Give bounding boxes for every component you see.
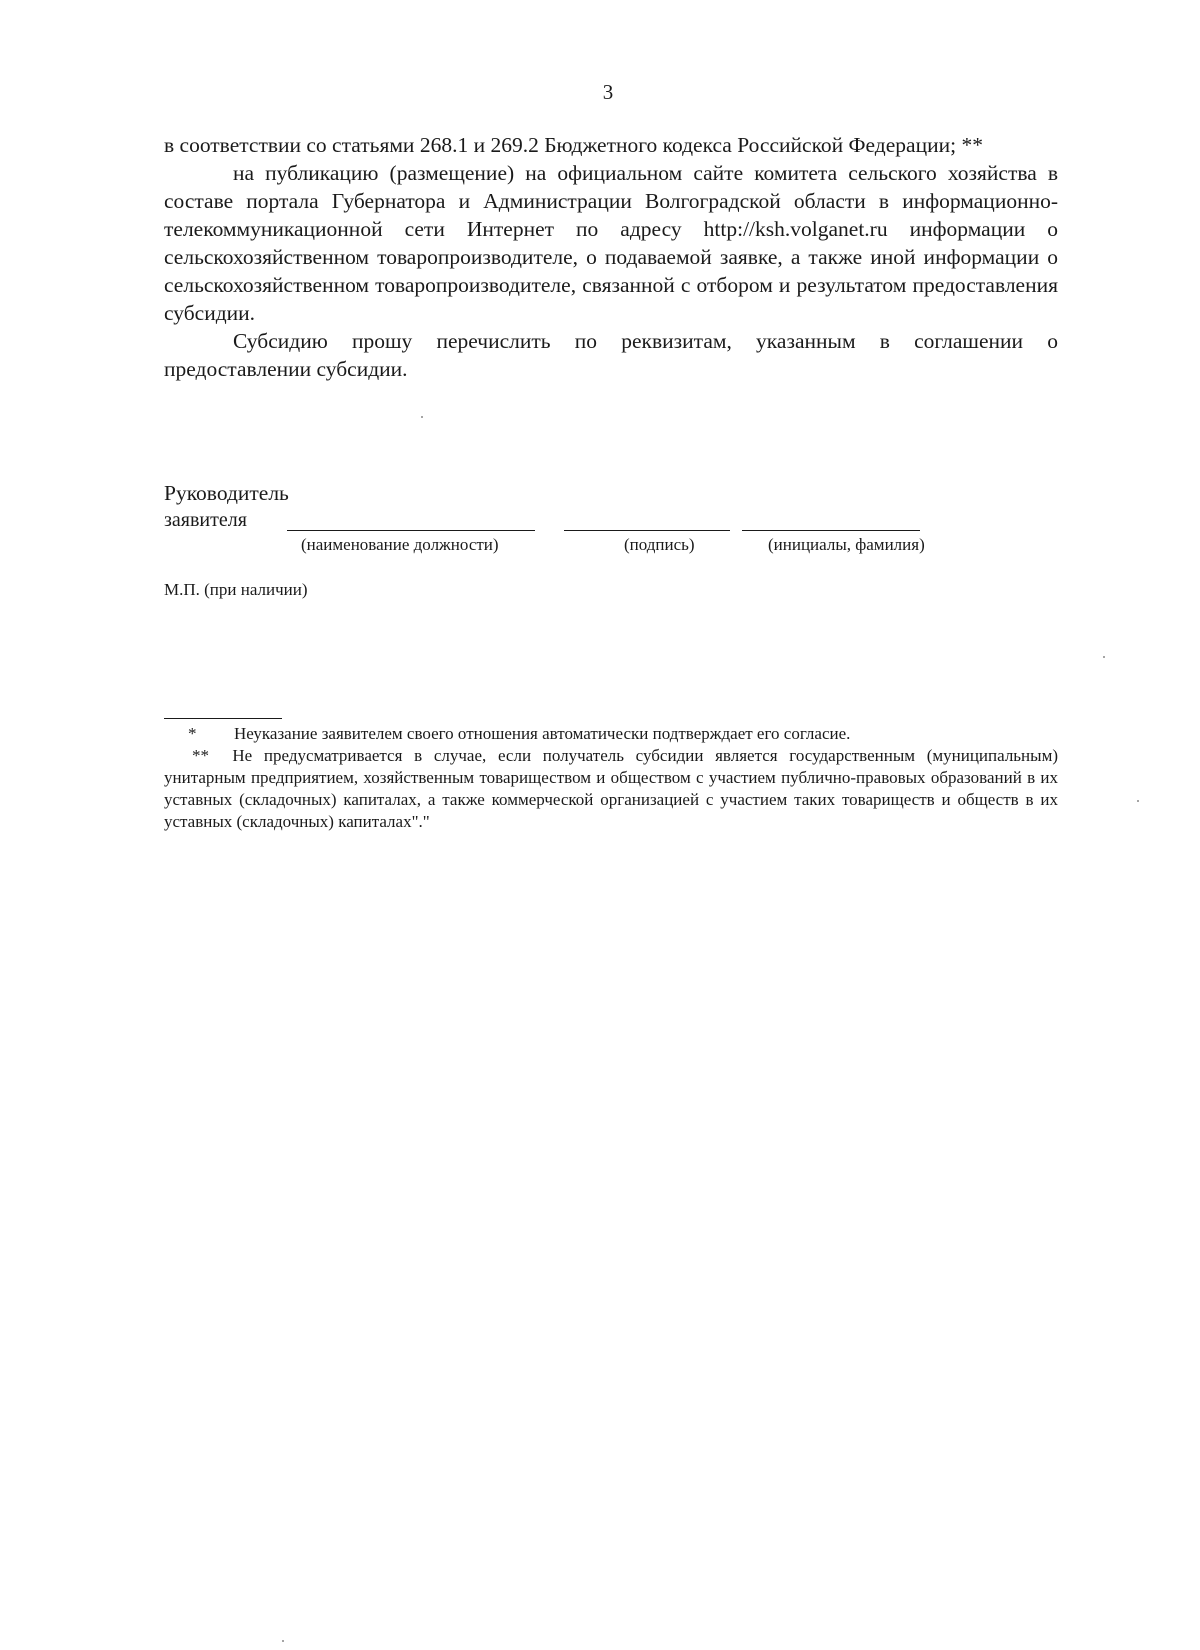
scan-speck <box>1137 800 1139 802</box>
footnotes <box>164 723 1058 833</box>
footnote-separator <box>164 718 282 719</box>
signature-role-line-1: Руководитель <box>164 481 289 505</box>
footnote-1 <box>164 723 1058 745</box>
position-line <box>287 530 535 531</box>
scan-speck <box>1103 656 1105 658</box>
footnote-2-marker: ** <box>192 746 209 765</box>
signature-role-line-2: заявителя <box>164 509 247 531</box>
footnote-1-text: Неуказание заявителем своего отношения автоматически подтверждает его согласие. <box>234 724 851 743</box>
caption-position: (наименование должности) <box>301 535 499 554</box>
signature-block <box>164 481 1064 561</box>
paragraph-budget-code: в соответствии со статьями 268.1 и 269.2 Бюджетного кодекса Российской Федерации; ** <box>164 133 983 157</box>
document-body <box>164 131 1058 383</box>
footnote-2-text: Не предусматривается в случае, если получатель субсидии является государственным (муниципальным) унитарным предприятием, хозяйственным товариществом и обществом с участием публично-правовых образований в их уставных (складочных) капиталах, а также коммерческой организацией с участием таких товариществ и обществ в их уставных (складочных) капиталах"." <box>164 746 1058 831</box>
signature-line <box>564 530 730 531</box>
footnote-2 <box>164 745 1058 833</box>
paragraph-subsidy-transfer: Субсидию прошу перечислить по реквизитам, указанным в соглашении о предоставлении субсидии. <box>164 329 1058 381</box>
stamp-note: М.П. (при наличии) <box>164 580 308 599</box>
name-line <box>742 530 920 531</box>
scan-speck <box>421 416 423 418</box>
caption-name: (инициалы, фамилия) <box>768 535 925 554</box>
footnote-1-marker: * <box>188 724 197 743</box>
caption-signature: (подпись) <box>624 535 695 554</box>
scan-speck <box>282 1640 284 1642</box>
paragraph-publication-consent: на публикацию (размещение) на официальном сайте комитета сельского хозяйства в составе портала Губернатора и Администрации Волгоградской области в информационно-телекоммуникационной сети Интернет по адресу http://ksh.volganet.ru информации о сельскохозяйственном товаропроизводителе, о подаваемой заявке, а также иной информации о сельскохозяйственном товаропроизводителе, связанной с отбором и результатом предоставления субсидии. <box>164 161 1058 325</box>
page-number: 3 <box>602 80 614 104</box>
